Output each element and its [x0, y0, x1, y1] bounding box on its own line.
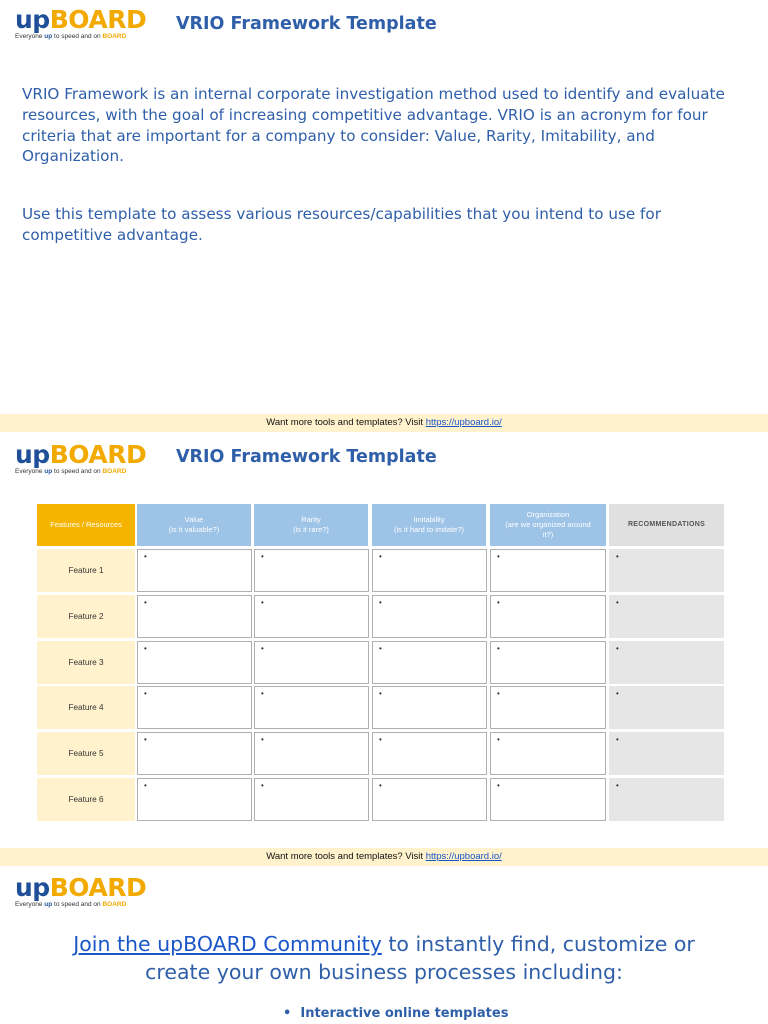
imitability-cell[interactable] — [372, 732, 487, 775]
bullet-point: • — [261, 643, 264, 653]
bullet-point: • — [144, 735, 147, 745]
recommendations-cell[interactable] — [609, 686, 724, 729]
bullet-point: • — [261, 689, 264, 699]
value-cell[interactable] — [137, 778, 252, 821]
rarity-cell[interactable] — [254, 732, 369, 775]
header-recommendations: RECOMMENDATIONS — [609, 504, 724, 546]
rarity-cell[interactable] — [254, 686, 369, 729]
bullet-point: • — [144, 689, 147, 699]
bullet-point: • — [144, 781, 147, 790]
organization-cell[interactable] — [490, 686, 606, 729]
page-title: VRIO Framework Template — [176, 14, 437, 34]
upboard-link[interactable]: https://upboard.io/ — [425, 851, 502, 862]
value-cell[interactable] — [137, 549, 252, 592]
bullet-point: • — [261, 781, 264, 790]
organization-cell[interactable] — [490, 778, 606, 821]
bullet-point: • — [497, 643, 500, 653]
bullet-point: • — [497, 552, 500, 561]
bullet-point: • — [379, 689, 382, 699]
row-label: Feature 5 — [37, 732, 135, 775]
join-community-link[interactable]: Join the upBOARD Community — [73, 932, 382, 956]
bullet-point: • — [497, 597, 500, 607]
organization-cell[interactable] — [490, 732, 606, 775]
row-label: Feature 4 — [37, 686, 135, 729]
value-cell[interactable] — [137, 595, 252, 638]
bullet-point: • — [497, 689, 500, 699]
bullet-point: • — [379, 781, 382, 790]
bullet-point: • — [497, 735, 500, 745]
value-cell[interactable] — [137, 732, 252, 775]
feature-bullet: • Interactive online templates — [283, 1006, 509, 1021]
header-features: Features / Resources — [37, 504, 135, 546]
bullet-point: • — [261, 597, 264, 607]
bullet-point: • — [144, 552, 147, 561]
bullet-point: • — [616, 643, 619, 653]
bullet-point: • — [379, 735, 382, 745]
value-cell[interactable] — [137, 686, 252, 729]
bullet-point: • — [379, 552, 382, 561]
bullet-point: • — [616, 552, 619, 561]
recommendations-cell[interactable] — [609, 595, 724, 638]
organization-cell[interactable] — [490, 641, 606, 684]
upboard-logo: upBOARD Everyone up to speed and on BOARD — [15, 440, 147, 475]
imitability-cell[interactable] — [372, 549, 487, 592]
page-title: VRIO Framework Template — [176, 447, 437, 467]
row-label: Feature 3 — [37, 641, 135, 684]
rarity-cell[interactable] — [254, 595, 369, 638]
bullet-point: • — [616, 689, 619, 699]
row-label: Feature 1 — [37, 549, 135, 592]
header-organization: Organization (are we organized around it?) — [490, 504, 606, 546]
bullet-point: • — [616, 781, 619, 790]
usage-paragraph: Use this template to assess various resources/capabilities that you intend to use for competitive advantage. — [22, 205, 661, 244]
header-rarity: Rarity (is it rare?) — [254, 504, 368, 546]
imitability-cell[interactable] — [372, 778, 487, 821]
organization-cell[interactable] — [490, 549, 606, 592]
upboard-link[interactable]: https://upboard.io/ — [425, 417, 502, 428]
row-label: Feature 6 — [37, 778, 135, 821]
rarity-cell[interactable] — [254, 778, 369, 821]
tools-banner: Want more tools and templates? Visit https://upboard.io/ — [0, 848, 768, 866]
recommendations-cell[interactable] — [609, 732, 724, 775]
header-imitability: Imitability (is it hard to imitate?) — [372, 504, 486, 546]
upboard-logo: upBOARD Everyone up to speed and on BOARD — [15, 873, 147, 908]
organization-cell[interactable] — [490, 595, 606, 638]
upboard-logo: upBOARD Everyone up to speed and on BOARD — [15, 5, 147, 40]
imitability-cell[interactable] — [372, 641, 487, 684]
bullet-point: • — [144, 643, 147, 653]
rarity-cell[interactable] — [254, 549, 369, 592]
row-label: Feature 2 — [37, 595, 135, 638]
header-value: Value (is it valuable?) — [137, 504, 251, 546]
intro-paragraph: VRIO Framework is an internal corporate investigation method used to identify and evaluate resources, with the goal of increasing competitive advantage. VRIO is an acronym for four criteria that are important for a company to consider: Value, Rarity, Imitability, and Organization. — [22, 85, 725, 166]
bullet-point: • — [261, 552, 264, 561]
join-community-text: Join the upBOARD Community to instantly find, customize or create your own business processes including: — [73, 932, 695, 984]
tools-banner: Want more tools and templates? Visit https://upboard.io/ — [0, 414, 768, 432]
recommendations-cell[interactable] — [609, 778, 724, 821]
bullet-point: • — [144, 597, 147, 607]
bullet-point: • — [616, 597, 619, 607]
bullet-point: • — [497, 781, 500, 790]
recommendations-cell[interactable] — [609, 641, 724, 684]
value-cell[interactable] — [137, 641, 252, 684]
bullet-point: • — [379, 643, 382, 653]
rarity-cell[interactable] — [254, 641, 369, 684]
imitability-cell[interactable] — [372, 686, 487, 729]
bullet-point: • — [379, 597, 382, 607]
bullet-point: • — [261, 735, 264, 745]
recommendations-cell[interactable] — [609, 549, 724, 592]
bullet-point: • — [616, 735, 619, 745]
imitability-cell[interactable] — [372, 595, 487, 638]
